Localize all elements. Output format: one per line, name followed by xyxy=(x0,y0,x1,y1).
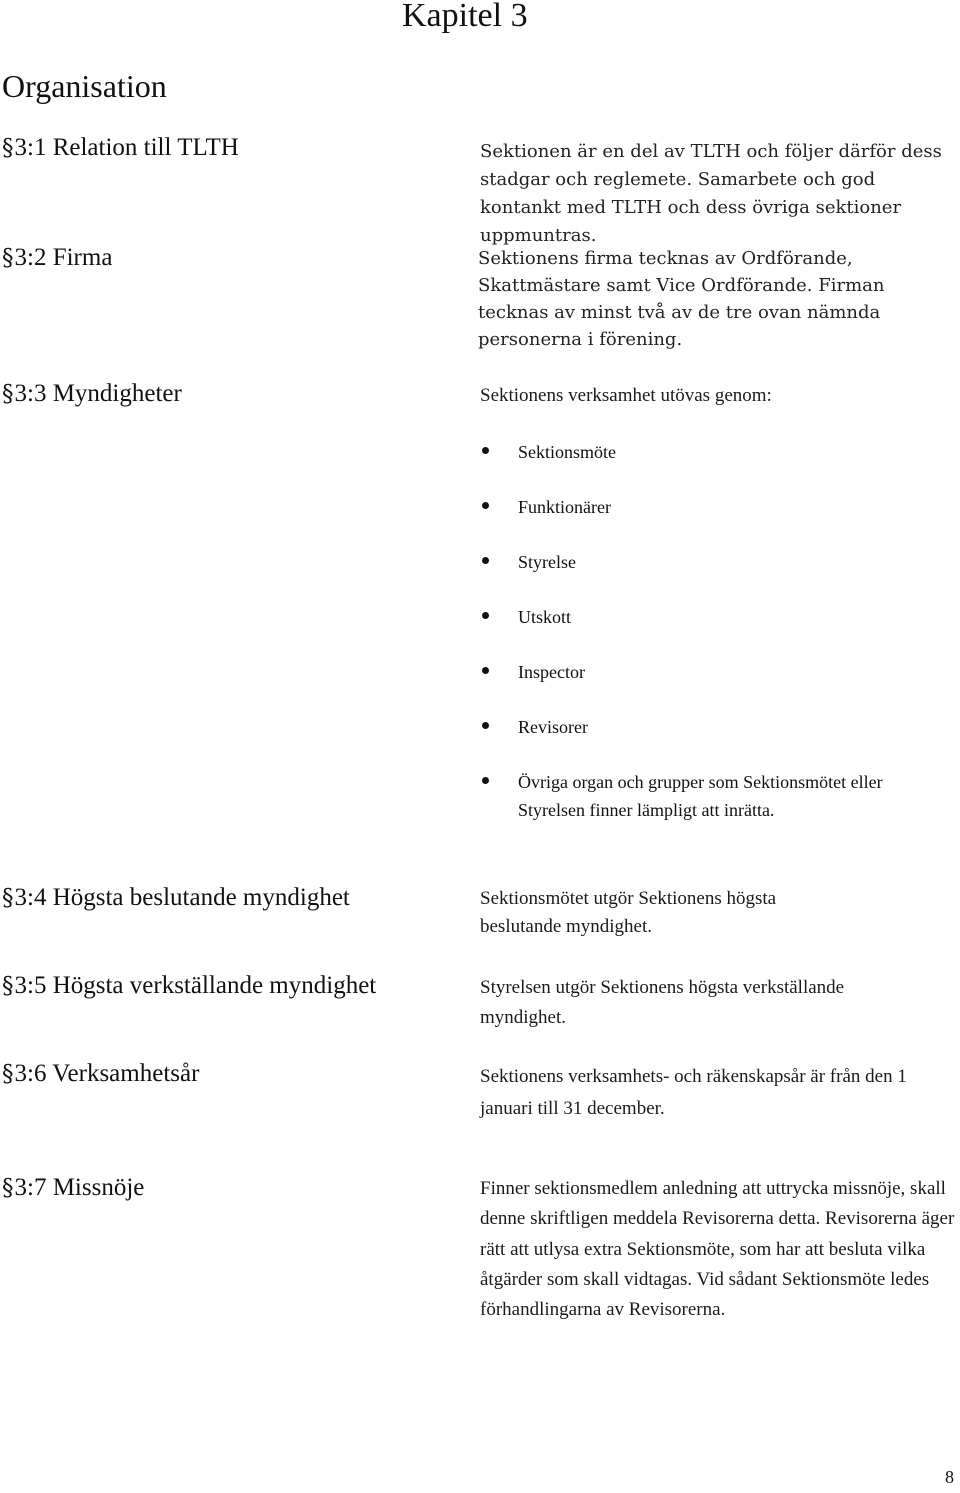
list-item-text: Övriga organ och grupper som Sektionsmötet eller Styrelsen finner lämpligt att inrätta. xyxy=(518,772,883,820)
heading-text: 3:7 Missnöje xyxy=(14,1174,145,1201)
paragraph-text-3-6: Sektionens verksamhets- och räkenskapsår är från den 1 januari till 31 december. xyxy=(480,1066,907,1119)
list-item-text: Sektionsmöte xyxy=(518,442,616,462)
paragraph-text-3-3: Sektionens verksamhet utövas genom: xyxy=(480,385,772,406)
section-symbol: § xyxy=(2,245,14,271)
list-item-text: Revisorer xyxy=(518,717,588,737)
bullet-icon xyxy=(482,667,489,674)
bullet-icon xyxy=(482,777,489,784)
list-item-text: Utskott xyxy=(518,607,572,627)
list-item-text: Funktionärer xyxy=(518,497,611,517)
section-symbol: § xyxy=(2,381,14,407)
list-item xyxy=(478,548,938,576)
section-symbol: § xyxy=(2,973,14,999)
section-symbol: § xyxy=(2,885,14,911)
bullet-icon xyxy=(482,447,489,454)
paragraph-heading-3-6 xyxy=(2,1059,199,1089)
list-item xyxy=(478,603,938,631)
page-number: 8 xyxy=(945,1467,954,1487)
paragraph-text-3-7: Finner sektionsmedlem anledning att uttrycka missnöje, skall denne skriftligen meddela Revisorerna detta. Revisorerna äger rätt att utlysa extra Sektionsmöte, som har att besluta vilka åtgärder som skall vidtagas. Vid sådant Sektionsmöte ledes förhandlingarna av Revisorerna. xyxy=(480,1178,955,1321)
heading-text: 3:1 Relation till TLTH xyxy=(14,134,239,161)
list-item xyxy=(478,658,938,686)
heading-text: 3:4 Högsta beslutande myndighet xyxy=(14,884,350,911)
section-symbol: § xyxy=(2,135,14,161)
list-item-text: Inspector xyxy=(518,662,585,682)
paragraph-text-3-1: Sektionen är en del av TLTH och följer därför dess stadgar och reglemete. Samarbete och god kontankt med TLTH och dess övriga sektioner uppmuntras. xyxy=(480,141,942,246)
paragraph-heading-3-7 xyxy=(2,1173,144,1203)
chapter-title: Kapitel 3 xyxy=(402,0,528,34)
list-item xyxy=(478,768,938,824)
paragraph-heading-3-2 xyxy=(2,243,112,273)
paragraph-text-3-2: Sektionens firma tecknas av Ordförande, Skattmästare samt Vice Ordförande. Firman tecknas av minst två av de tre ovan nämnda personerna i förening. xyxy=(478,248,885,350)
bullet-icon xyxy=(482,502,489,509)
paragraph-heading-3-4 xyxy=(2,883,350,913)
list-item xyxy=(478,493,938,521)
paragraph-text-3-5: Styrelsen utgör Sektionens högsta verkställande myndighet. xyxy=(480,977,845,1028)
heading-text: 3:3 Myndigheter xyxy=(14,380,182,407)
list-item xyxy=(478,438,938,466)
paragraph-heading-3-3 xyxy=(2,379,182,409)
bullet-icon xyxy=(482,612,489,619)
section-symbol: § xyxy=(2,1175,14,1201)
heading-text: 3:6 Verksamhetsår xyxy=(14,1060,200,1087)
section-title: Organisation xyxy=(2,68,167,104)
list-item xyxy=(478,713,938,741)
paragraph-heading-3-5 xyxy=(2,971,376,1001)
myndigheter-list xyxy=(478,438,938,851)
heading-text: 3:5 Högsta verkställande myndighet xyxy=(14,972,377,999)
heading-text: 3:2 Firma xyxy=(14,244,113,271)
bullet-icon xyxy=(482,557,489,564)
list-item-text: Styrelse xyxy=(518,552,576,572)
section-symbol: § xyxy=(2,1061,14,1087)
paragraph-text-3-4: Sektionsmötet utgör Sektionens högsta beslutande myndighet. xyxy=(480,888,777,937)
paragraph-heading-3-1 xyxy=(2,133,239,163)
bullet-icon xyxy=(482,722,489,729)
